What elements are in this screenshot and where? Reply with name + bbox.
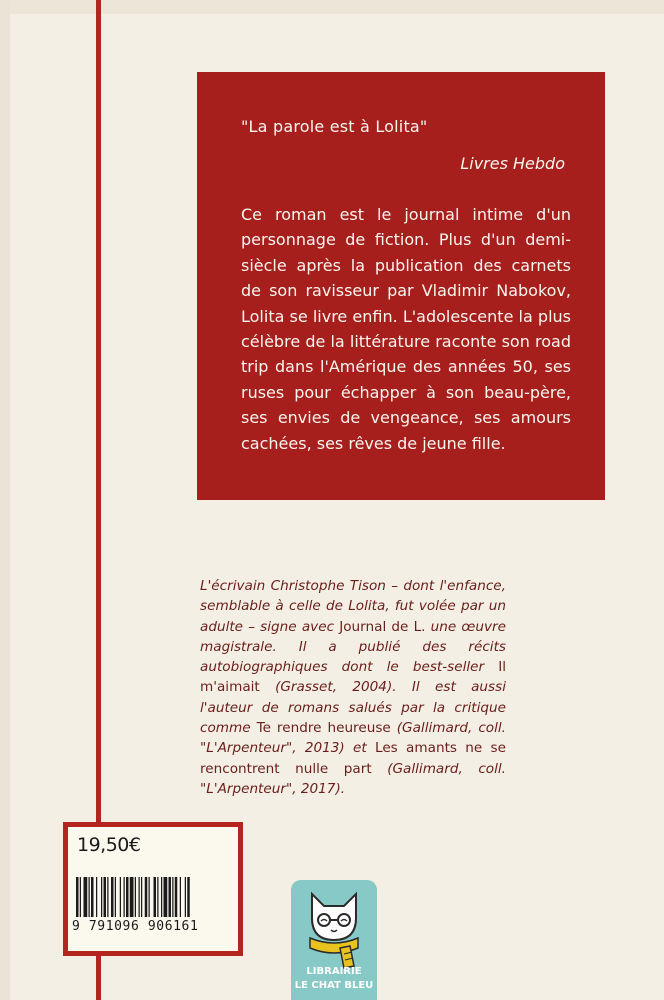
price-label: 19,50€ <box>77 834 141 856</box>
bio-text-4: (Gallimard, coll. "L'Arpenteur", 2013) et <box>200 720 506 757</box>
bio-title-il-maimait: Il m'aimait <box>200 659 506 696</box>
price-barcode-box <box>63 822 243 956</box>
sticker-line-1: LIBRAIRIE <box>306 966 362 977</box>
bio-title-amants: Les amants ne se rencontrent nulle part <box>200 740 506 777</box>
sticker-line-2: LE CHAT BLEU <box>294 980 374 991</box>
back-cover-red-panel <box>197 72 605 500</box>
bio-text-5: (Gallimard, coll. "L'Arpenteur", 2017). <box>200 760 506 797</box>
isbn-number: 9 791096 906161 <box>72 919 199 934</box>
bio-text-1: L'écrivain Christophe Tison – dont l'enfance, semblable à celle de Lolita, fut volée par un adulte – signe avec <box>200 578 506 635</box>
bio-title-journal: Journal de L. <box>339 618 426 635</box>
press-quote: "La parole est à Lolita" <box>241 117 428 136</box>
barcode-icon <box>76 877 230 917</box>
press-quote-source: Livres Hebdo <box>460 154 565 173</box>
bio-text-3: (Grasset, 2004). Il est aussi l'auteur de romans salués par la critique comme <box>200 679 506 737</box>
photo-edge-left <box>0 0 10 1000</box>
bio-text-2: une œuvre magistrale. Il a publié des récits autobiographiques dont le best-seller <box>200 618 506 676</box>
cat-with-scarf-icon <box>304 888 364 970</box>
book-blurb: Ce roman est le journal intime d'un personnage de fiction. Plus d'un demi-siècle après la publication des carnets de son ravisseur par Vladimir Nabokov, Lolita se livre enfin. L'adolescente la plus célèbre de la littérature raconte son road trip dans l'Amérique des années 50, ses ruses pour échapper à son beau-père, ses envies de vengeance, ses amours cachées, ses rêves de jeune fille. <box>241 205 571 453</box>
bio-title-te-rendre: Te rendre heureuse <box>256 720 391 737</box>
author-bio <box>200 576 506 799</box>
